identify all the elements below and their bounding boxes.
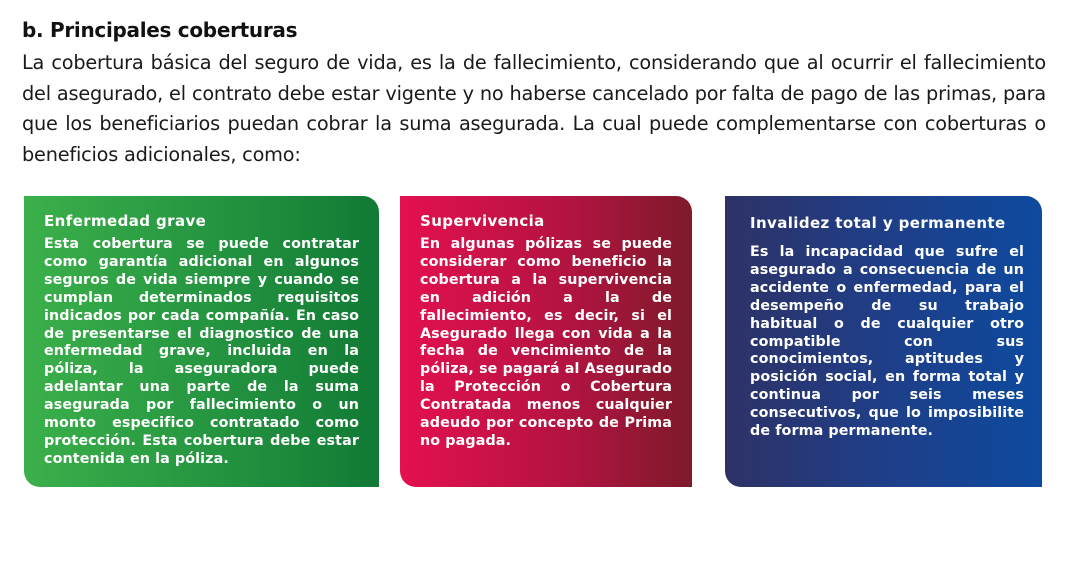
card-body: En algunas pólizas se puede considerar como beneficio la cobertura a la supervivencia en adición a la de fallecimiento, es decir, si el Asegurado llega con vida a la fecha de vencimiento de la póliza, se pagará al Asegurado la Protección o Cobertura Contratada menos cualquier adeudo por concepto de Prima no pagada. <box>420 236 672 449</box>
card-body: Esta cobertura se puede contratar como garantía adicional en algunos seguros de vida siempre y cuando se cumplan determinados requisitos indicados por cada compañía. En caso de presentarse el diagnostico de una enfermedad grave, incluida en la póliza, la aseguradora puede adelantar una parte de la suma asegurada por fallecimiento o un monto especifico contratado como protección. Esta cobertura debe estar contenida en la póliza. <box>44 236 359 467</box>
card-body: Es la incapacidad que sufre el asegurado a consecuencia de un accidente o enfermedad, para el desempeño de su trabajo habitual o de cualquier otro compatible con sus conocimientos, aptitudes y posición social, en forma total y continua por seis meses consecutivos, que lo imposibilite de forma permanente. <box>750 244 1024 440</box>
section-heading: b. Principales coberturas <box>22 18 298 42</box>
card-invalidez-total <box>725 196 1042 487</box>
card-title: Enfermedad grave <box>44 212 207 230</box>
card-enfermedad-grave <box>24 196 379 487</box>
card-supervivencia <box>400 196 692 487</box>
card-title: Supervivencia <box>420 212 545 230</box>
card-title: Invalidez total y permanente <box>750 214 1006 232</box>
intro-paragraph: La cobertura básica del seguro de vida, es la de fallecimiento, considerando que al ocurrir el fallecimiento del asegurado, el contrato debe estar vigente y no haberse cancelado por falta de pago de las primas, para que los beneficiarios puedan cobrar la suma asegurada. La cual puede complementarse con coberturas o beneficios adicionales, como: <box>22 51 1046 166</box>
